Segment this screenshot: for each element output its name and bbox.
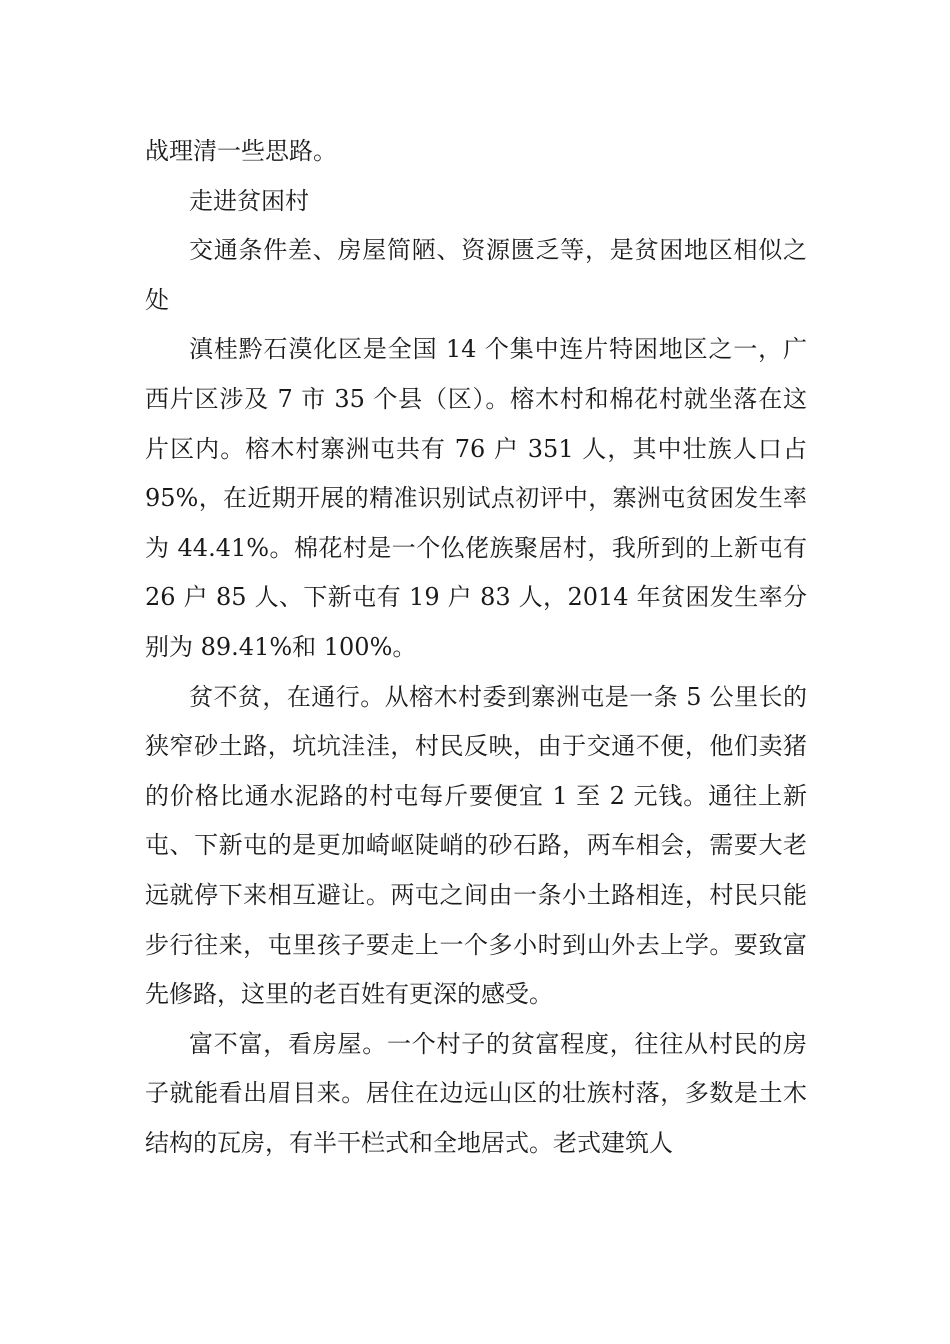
section-heading: 走进贫困村: [189, 186, 309, 215]
section-subheading: 交通条件差、房屋简陋、资源匮乏等，是贫困地区相似之处: [145, 236, 807, 314]
paragraph-housing: 富不富，看房屋。一个村子的贫富程度，往往从村民的房子就能看出眉目来。居住在边远山区的壮族村落，多数是土木结构的瓦房，有半干栏式和全地居式。老式建筑人: [145, 1029, 807, 1157]
paragraph-transportation: 贫不贫，在通行。从榕木村委到寨洲屯是一条 5 公里长的狭窄砂土路，坑坑洼洼，村民反映，由于交通不便，他们卖猪的价格比通水泥路的村屯每斤要便宜 1 至 2 元钱。通往上新屯、下新屯的是更加崎岖陡峭的砂石路，两车相会，需要大老远就停下来相互避让。两屯之间由一条小土路相连，村民只能步行往来，屯里孩子要走上一个多小时到山外去上学。要致富先修路，这里的老百姓有更深的感受。: [145, 682, 807, 1009]
document-body: [145, 127, 807, 1168]
paragraph-continuation: 战理清一些思路。: [145, 137, 337, 165]
paragraph-region-overview: 滇桂黔石漠化区是全国 14 个集中连片特困地区之一，广西片区涉及 7 市 35 个县（区）。榕木村和棉花村就坐落在这片区内。榕木村寨洲屯共有 76 户 351 人，其中壮族人口占 95%，在近期开展的精准识别试点初评中，寨洲屯贫困发生率为 44.41%。棉花村是一个仫佬族聚居村，我所到的上新屯有 26 户 85 人、下新屯有 19 户 83 人，2014 年贫困发生率分别为 89.41%和 100%。: [145, 335, 807, 661]
